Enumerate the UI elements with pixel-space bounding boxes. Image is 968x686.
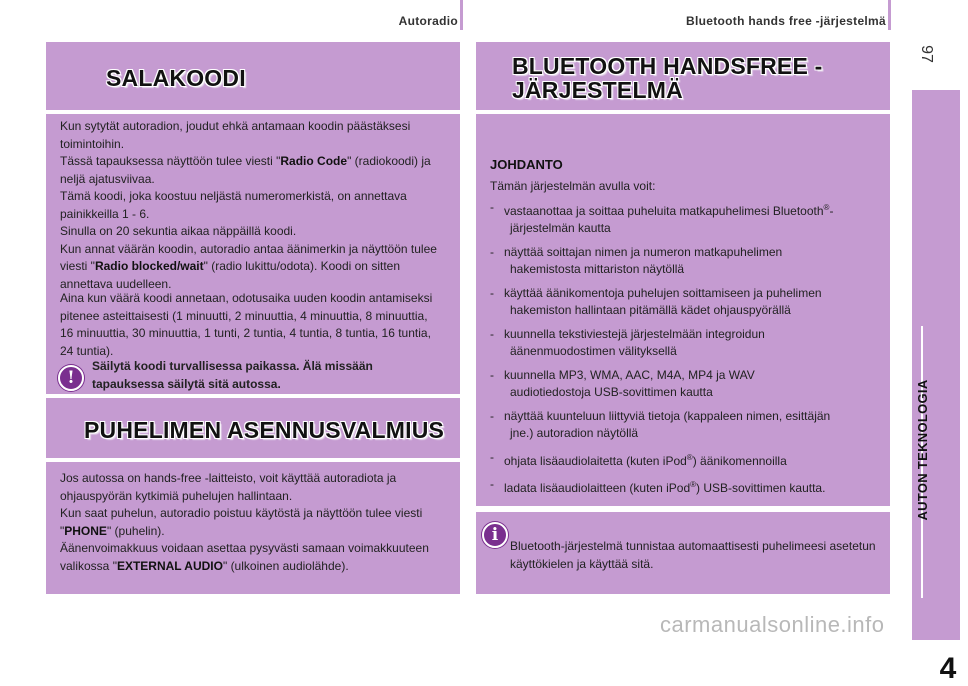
list-item-text: vastaanottaa ja soittaa puheluita matkapuhelimesi Bluetooth: [504, 203, 824, 218]
salakoodi-text-panel: [46, 114, 460, 394]
header-divider-right: [888, 0, 891, 30]
list-item: [490, 285, 882, 320]
bluetooth-title-panel: [476, 42, 890, 110]
header-divider-left: [460, 0, 463, 30]
bluetooth-info-text: Bluetooth-järjestelmä tunnistaa automaattisesti puhelimeesi asetetun käyttökielen ja käyttää sitä.: [510, 539, 876, 571]
list-item: [490, 476, 882, 498]
list-item-text-cont: hakemiston hallintaan pitämällä kädet ohjauspyörällä: [510, 303, 791, 317]
list-item-text: kuunnella MP3, WMA, AAC, M4A, MP4 ja WAV: [504, 367, 755, 382]
salakoodi-p1-b: [60, 153, 456, 188]
salakoodi-p1-a: Kun sytytät autoradion, joudut ehkä antamaan koodin päästäksesi toimintoihin.: [60, 119, 411, 151]
list-item-text-cont: jne.) autoradion näytöllä: [510, 426, 639, 440]
header-section-autoradio: Autoradio: [398, 14, 458, 28]
list-item-text: näyttää kuunteluun liittyviä tietoja (kappaleen nimen, esittäjän: [504, 408, 831, 423]
salakoodi-p1-e-end: " (radio lukittu/odota). Koodi on sitten annettava uudelleen.: [60, 259, 400, 291]
salakoodi-title-panel: [46, 42, 460, 110]
bluetooth-intro-panel: [476, 114, 890, 506]
salakoodi-paragraph-1: [60, 118, 456, 293]
page-number: 97: [918, 45, 935, 63]
salakoodi-warning: Säilytä koodi turvallisessa paikassa. Älä missään tapauksessa säilytä sitä autossa.: [92, 359, 373, 391]
watermark: carmanualsonline.info: [660, 612, 885, 637]
puhelin-p-c-end: " (ulkoinen audiolähde).: [222, 558, 349, 573]
list-item: [490, 367, 882, 402]
list-item-text-end: -: [829, 203, 834, 218]
list-item-text: ladata lisäaudiolaitteen (kuten iPod: [504, 481, 691, 495]
phone-label: PHONE: [64, 523, 107, 538]
list-item: [490, 449, 882, 471]
puhelin-p-b-text: Kun saat puhelun, autoradio poistuu käytöstä ja näyttöön tulee viesti ": [60, 506, 423, 538]
chapter-label: AUTON TEKNOLOGIA: [915, 379, 930, 521]
bluetooth-title-line-1: BLUETOOTH HANDSFREE -: [512, 53, 823, 79]
puhelin-p-c-text: Äänenvoimakkuus voidaan asettaa pysyvästi samaan voimakkuuteen valikossa ": [60, 541, 429, 573]
bluetooth-intro-content: [490, 178, 882, 504]
list-item-sup: ®: [823, 202, 830, 212]
list-item-text: käyttää äänikomentoja puhelujen soittamiseen ja puhelimen: [504, 285, 822, 300]
salakoodi-p1-c: Tämä koodi, joka koostuu neljästä numeromerkistä, on annettava painikkeilla 1 - 6.: [60, 189, 407, 221]
list-item-text: ohjata lisäaudiolaitetta (kuten iPod: [504, 453, 687, 468]
puhelin-p-a: Jos autossa on hands-free -laitteisto, voit käyttää autoradiota ja ohjauspyörän kytkimiä puhelujen hallintaan.: [60, 471, 397, 503]
puhelin-text: [60, 470, 452, 575]
list-item-sup: ®: [686, 452, 693, 462]
list-item: [490, 244, 882, 279]
list-item-text-cont: järjestelmän kautta: [510, 221, 611, 235]
radio-blocked-label: Radio blocked/wait: [94, 259, 204, 273]
bluetooth-feature-list: [490, 199, 882, 498]
puhelin-text-panel: [46, 462, 460, 594]
radio-code-label: Radio Code: [280, 154, 348, 168]
salakoodi-p1-b-text: Tässä tapauksessa näyttöön tulee viesti ": [60, 154, 281, 168]
salakoodi-p1-d: Sinulla on 20 sekuntia aikaa näppäillä koodi.: [60, 224, 297, 238]
salakoodi-p1-e: [60, 241, 456, 294]
johdanto-heading: JOHDANTO: [490, 157, 563, 172]
puhelin-p-b: [60, 505, 452, 540]
puhelin-p-b-end: " (puhelin).: [106, 523, 165, 538]
bluetooth-intro-text: Tämän järjestelmän avulla voit:: [490, 179, 656, 193]
list-item-text: näyttää soittajan nimen ja numeron matkapuhelimen: [504, 244, 783, 259]
list-item: [490, 199, 882, 238]
header-section-bluetooth: Bluetooth hands free -järjestelmä: [686, 14, 886, 28]
bluetooth-info-panel: [476, 512, 890, 594]
external-audio-label: EXTERNAL AUDIO: [116, 558, 223, 573]
salakoodi-paragraph-2: Aina kun väärä koodi annetaan, odotusaika uuden koodin antamiseksi pitenee asteittaisesti (1 minuutti, 2 minuuttia, 4 minuuttia, 8 minuuttia, 16 minuuttia, 30 minuuttia, 1 tunti, 2 tuntia, 4 tuntia, 8 tuntia, 16 tuntia, 24 tuntia).: [60, 291, 433, 358]
salakoodi-p1-b-end: " (radiokoodi) ja neljä ajatusviivaa.: [60, 154, 431, 186]
bluetooth-title-line-2: JÄRJESTELMÄ: [512, 77, 683, 103]
warning-icon: !: [58, 365, 84, 391]
info-icon: i: [482, 522, 508, 548]
puhelin-p-c: [60, 540, 452, 575]
puhelin-title-panel: [46, 398, 460, 458]
list-item-text-end: ) äänikomennoilla: [692, 453, 787, 468]
list-item: [490, 326, 882, 361]
puhelin-title: PUHELIMEN ASENNUSVALMIUS: [84, 417, 445, 443]
list-item: [490, 408, 882, 443]
list-item-text-cont: hakemistosta mittariston näytöllä: [510, 262, 685, 276]
list-item-text-cont: audiotiedostoja USB-sovittimen kautta: [510, 385, 713, 399]
chapter-side-tab: [912, 90, 960, 685]
salakoodi-title: SALAKOODI: [106, 65, 246, 91]
list-item-text-cont: äänenmuodostimen välityksellä: [510, 344, 677, 358]
list-item-text-end: ) USB-sovittimen kautta.: [696, 481, 826, 495]
salakoodi-p1-e-text: Kun annat väärän koodin, autoradio antaa äänimerkin ja näyttöön tulee viesti ": [60, 241, 437, 273]
list-item-sup: ®: [690, 480, 697, 489]
chapter-number: 4: [939, 652, 957, 685]
list-item-text: kuunnella tekstiviestejä järjestelmään integroidun: [504, 326, 765, 341]
